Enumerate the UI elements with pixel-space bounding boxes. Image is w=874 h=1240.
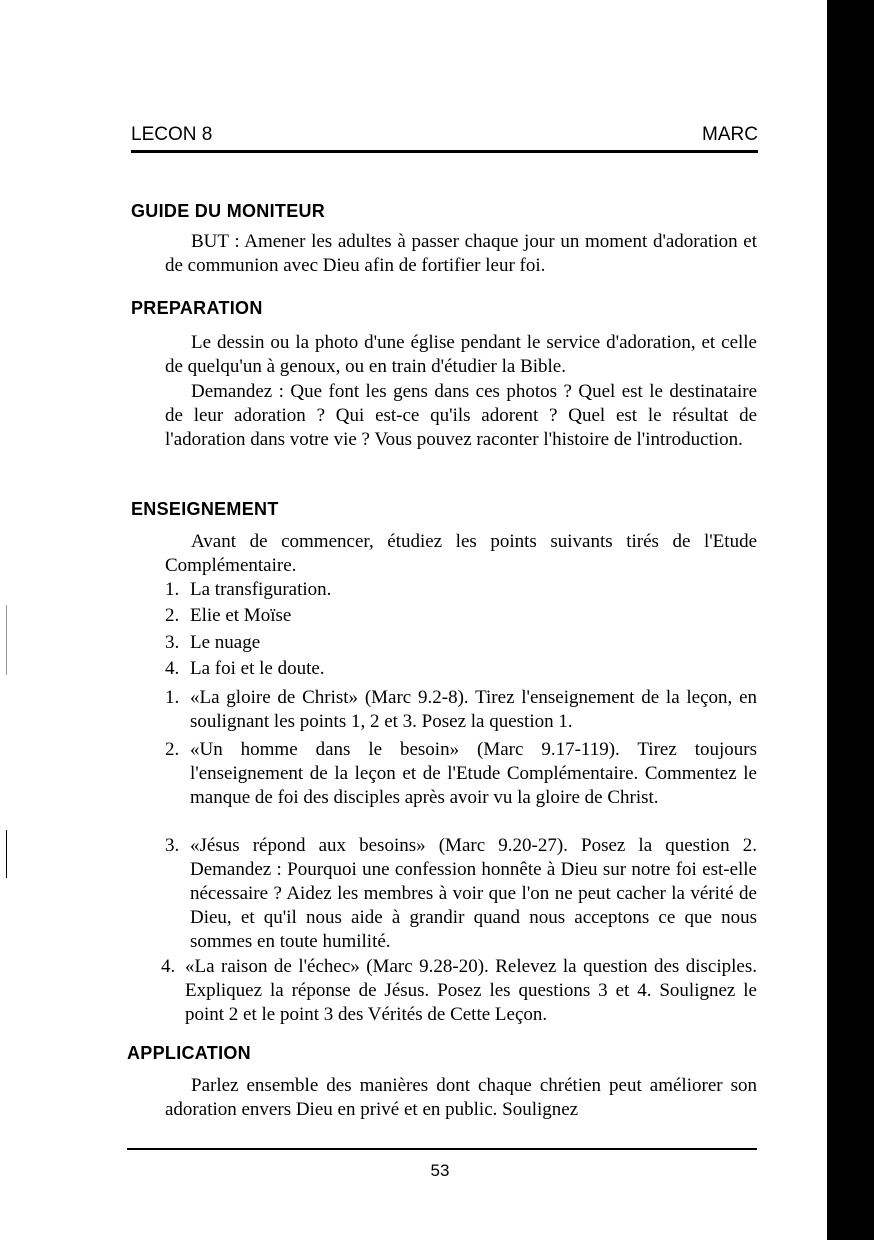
list-item (165, 631, 757, 655)
list-number: 2. (165, 605, 180, 626)
list-item (161, 955, 757, 1027)
list-item (165, 604, 757, 628)
list-text: «Jésus répond aux besoins» (Marc 9.20-27). Posez la question 2. Demandez : Pourquoi une confession honnête à Dieu sur notre foi est-elle nécessaire ? Aidez les membres à voir que l'on ne peut cacher la vérité de Dieu, et qu'il nous aide à grandir quand nous acceptons ce que nous sommes en toute humilité. (190, 835, 757, 952)
running-header-left: LECON 8 (131, 124, 213, 145)
list-number: 4. (165, 658, 180, 679)
list-item (165, 657, 757, 681)
list-number: 4. (161, 956, 176, 977)
section-heading: PREPARATION (131, 298, 263, 318)
list-number: 2. (165, 739, 180, 760)
paragraph: Avant de commencer, étudiez les points suivants tirés de l'Etude Complémentaire. (165, 531, 757, 576)
list-text: La transfiguration. (190, 579, 332, 600)
list-text: «Un homme dans le besoin» (Marc 9.17-119). Tirez toujours l'enseignement de la leçon et de l'Etude Complémentaire. Commentez le manque de foi des disciples après avoir vu la gloire de Christ. (190, 739, 757, 808)
list-number: 1. (165, 687, 180, 708)
list-text: Elie et Moïse (190, 605, 292, 626)
list-item (165, 738, 757, 810)
list-number: 3. (165, 835, 180, 856)
section-heading: APPLICATION (127, 1043, 251, 1063)
running-header-right: MARC (702, 124, 758, 145)
scan-mark (6, 605, 7, 675)
page-number: 53 (430, 1161, 450, 1180)
paragraph: Parlez ensemble des manières dont chaque chrétien peut améliorer son adoration envers Dieu en privé et en public. Soulignez (165, 1075, 757, 1120)
list-number: 3. (165, 632, 180, 653)
list-number: 1. (165, 579, 180, 600)
list-text: La foi et le doute. (190, 658, 325, 679)
section-heading: ENSEIGNEMENT (131, 499, 279, 519)
list-text: «La raison de l'échec» (Marc 9.28-20). Relevez la question des disciples. Expliquez la réponse de Jésus. Posez les questions 3 et 4. Soulignez le point 2 et le point 3 des Vérités de Cette Leçon. (185, 956, 757, 1025)
list-item (165, 686, 757, 734)
paragraph: Le dessin ou la photo d'une église pendant le service d'adoration, et celle de quelqu'un à genoux, ou en train d'étudier la Bible. (165, 332, 757, 377)
header-rule (131, 150, 758, 153)
list-item (165, 834, 757, 954)
list-text: «La gloire de Christ» (Marc 9.2-8). Tirez l'enseignement de la leçon, en soulignant les points 1, 2 et 3. Posez la question 1. (190, 687, 757, 732)
section-heading: GUIDE DU MONITEUR (131, 201, 326, 221)
list-item (165, 578, 757, 602)
paragraph: Demandez : Que font les gens dans ces photos ? Quel est le destinataire de leur adoration ? Qui est-ce qu'ils adorent ? Quel est le résultat de l'adoration dans votre vie ? Vous pouvez raconter l'histoire de l'introduction. (165, 381, 757, 450)
paragraph: BUT : Amener les adultes à passer chaque jour un moment d'adoration et de communion avec Dieu afin de fortifier leur foi. (165, 231, 757, 276)
scan-mark (6, 830, 7, 878)
footer-rule (127, 1148, 757, 1150)
list-text: Le nuage (190, 632, 261, 653)
scan-edge (827, 0, 874, 1240)
